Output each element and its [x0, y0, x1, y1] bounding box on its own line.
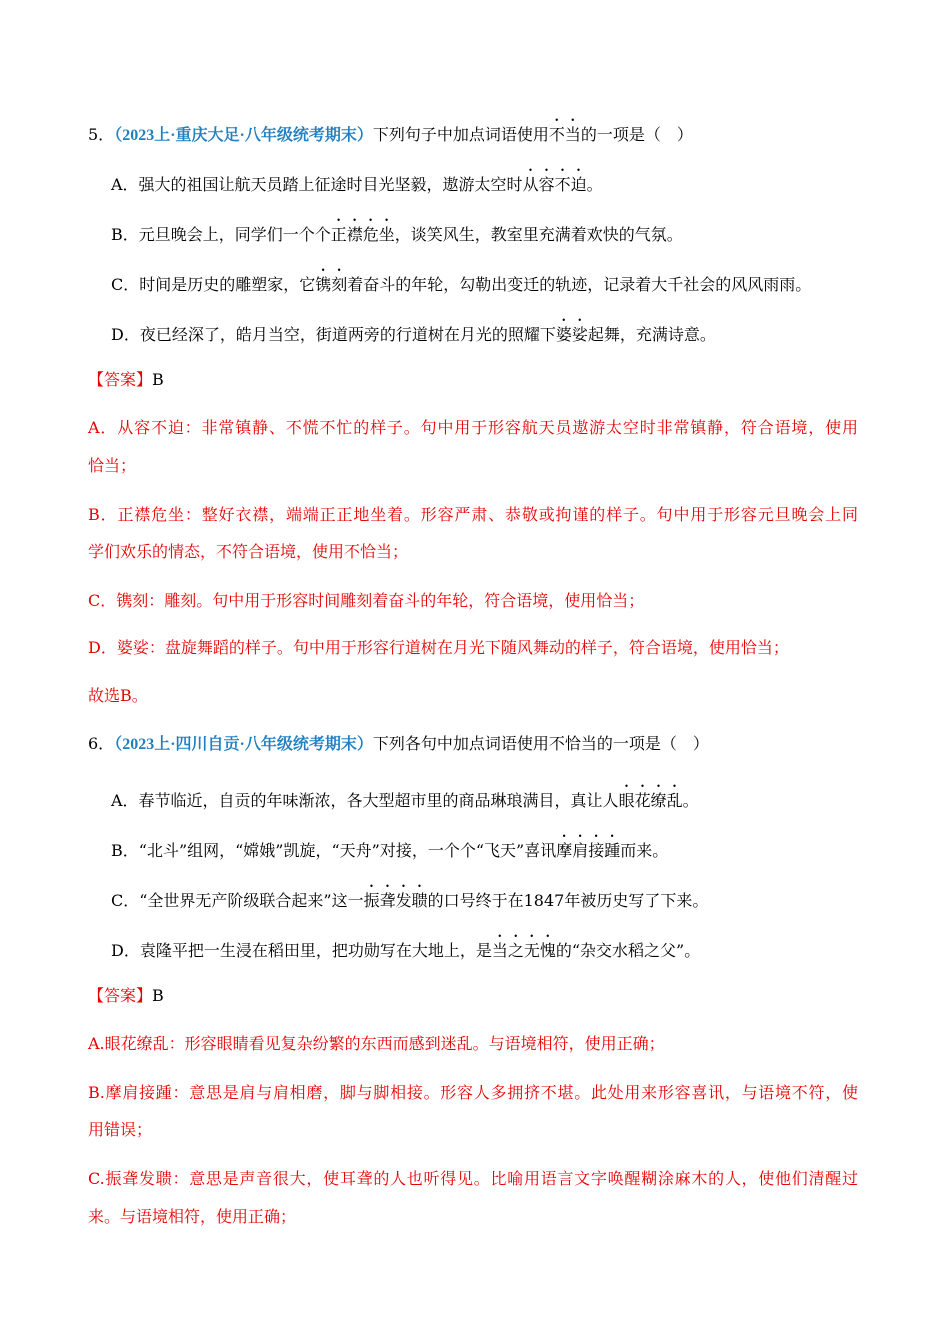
option-text: 。: [682, 791, 699, 810]
dotted-word: 摩肩接踵: [556, 841, 621, 860]
explanation-line: B.摩肩接踵：意思是肩与肩相磨，脚与脚相接。形容人多拥挤不堪。此处用来形容喜讯，与语境不符，使: [88, 1083, 858, 1102]
option-a: [111, 782, 699, 813]
dotted-word: 镌刻: [315, 275, 348, 294]
explanation-line: A．从容不迫：非常镇静、不慌不忙的样子。句中用于形容航天员遨游太空时非常镇静，符合语境，使用: [88, 418, 858, 437]
option-b: [111, 832, 668, 863]
option-text: A．强大的祖国让航天员踏上征途时目光坚毅，遨游太空时: [111, 175, 523, 194]
option-text: D．袁隆平把一生浸在稻田里，把功勋写在大地上，是: [111, 941, 492, 960]
option-text: 而来。: [620, 841, 669, 860]
dotted-word: 婆娑: [555, 325, 588, 344]
explanation-line: 来。与语境相符，使用正确；: [88, 1207, 297, 1226]
answer-label: 【答案】: [88, 370, 153, 389]
question-6-stem: [88, 732, 709, 757]
option-d: [111, 316, 716, 347]
option-text: C．时间是历史的雕塑家，它: [111, 275, 316, 294]
dotted-word: 不当: [548, 125, 581, 144]
option-d: [111, 932, 700, 963]
option-text: 的口号终于在1847年被历史写了下来。: [427, 891, 709, 910]
answer-value: B: [152, 370, 164, 389]
answer-line: [88, 984, 164, 1008]
explanation-line: 恰当；: [88, 456, 137, 475]
option-text: 起舞，充满诗意。: [587, 325, 716, 344]
explanation-line: C.振聋发聩：意思是声音很大，使耳聋的人也听得见。比喻用语言文字唤醒糊涂麻木的人，使他们清醒过: [88, 1169, 858, 1188]
explanation-line: 故选B。: [88, 686, 148, 705]
option-text: A．春节临近，自贡的年味渐浓，各大型超市里的商品琳琅满目，真让人: [111, 791, 619, 810]
option-text: 的“杂交水稻之父”。: [555, 941, 701, 960]
stem-text: 下列各句中加点词语使用不恰当的一项是（ ）: [372, 734, 709, 753]
answer-label: 【答案】: [88, 986, 153, 1005]
explanation-line: D．婆娑：盘旋舞蹈的样子。句中用于形容行道树在月光下随风舞动的样子，符合语境，使用恰当；: [88, 638, 789, 657]
explanation-line: A.眼花缭乱：形容眼睛看见复杂纷繁的东西而感到迷乱。与语境相符，使用正确；: [88, 1034, 665, 1053]
option-a: [111, 166, 603, 197]
dotted-word: 眼花缭乱: [618, 791, 683, 810]
dotted-word: 正襟危坐: [330, 225, 395, 244]
option-c: [111, 882, 708, 913]
dotted-word: 振聋发聩: [363, 891, 428, 910]
option-text: 。: [586, 175, 603, 194]
explanation-line: B．正襟危坐：整好衣襟，端端正正地坐着。形容严肃、恭敬或拘谨的样子。句中用于形容元旦晚会上同: [88, 505, 858, 524]
explanation-line: 用错误；: [88, 1120, 153, 1139]
option-text: ，谈笑风生，教室里充满着欢快的气氛。: [394, 225, 683, 244]
dotted-word: 当之无愧: [491, 941, 556, 960]
question-source: （2023上·重庆大足·八年级统考期末）: [114, 127, 373, 144]
answer-line: [88, 368, 164, 392]
stem-text: 下列句子中加点词语使用: [372, 125, 549, 144]
question-number: 6．: [88, 734, 115, 753]
explanation-line: 学们欢乐的情态，不符合语境，使用不恰当；: [88, 542, 409, 561]
option-c: [111, 266, 811, 297]
option-text: C．“全世界无产阶级联合起来”这一: [111, 891, 364, 910]
question-number: 5．: [88, 125, 115, 144]
dotted-word: 从容不迫: [522, 175, 587, 194]
option-text: B．元旦晚会上，同学们一个个: [111, 225, 331, 244]
answer-value: B: [152, 986, 164, 1005]
question-source: （2023上·四川自贡·八年级统考期末）: [114, 736, 373, 753]
option-text: 着奋斗的年轮，勾勒出变迁的轨迹，记录着大千社会的风风雨雨。: [347, 275, 812, 294]
option-b: [111, 216, 683, 247]
option-text: D．夜已经深了，皓月当空，街道两旁的行道树在月光的照耀下: [111, 325, 556, 344]
explanation-line: C．镌刻：雕刻。句中用于形容时间雕刻着奋斗的年轮，符合语境，使用恰当；: [88, 591, 645, 610]
option-text: B．“北斗”组网，“嫦娥”凯旋，“天舟”对接，一个个“飞天”喜讯: [111, 841, 557, 860]
stem-text: 的一项是（ ）: [580, 125, 693, 144]
question-5-stem: [88, 116, 693, 148]
